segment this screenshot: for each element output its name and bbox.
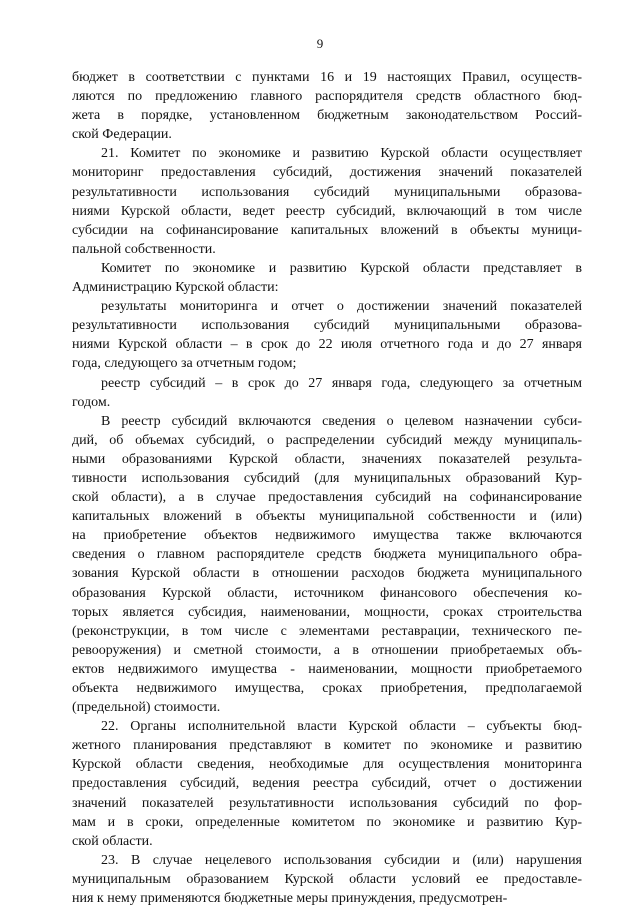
text-line: жетного планирования представляют в комитет по экономике и развитию — [72, 738, 582, 754]
text-line: мам и в сроки, определенные комитетом по экономике и развитию Кур- — [72, 814, 582, 830]
paragraph-p21 — [72, 144, 582, 259]
text-line: ектов недвижимого имущества - наименовании, мощности приобретаемого — [72, 661, 582, 677]
text-line: дий, об объемах субсидий, о распределении субсидий между муниципаль- — [72, 432, 582, 448]
text-line: ской Федерации. — [72, 127, 172, 143]
text-line: объекта недвижимого имущества, сроках приобретения, предполагаемой — [72, 681, 582, 696]
text-line: реестр субсидий – в срок до 27 января года, следующего за отчетным — [101, 375, 582, 391]
text-line: мониторинг предоставления субсидий, достижения значений показателей — [72, 165, 582, 181]
text-line: результаты мониторинга и отчет о достижении значений показателей — [101, 299, 582, 315]
text-line: ской области), а в случае предоставления субсидий на софинансирование — [72, 490, 582, 506]
text-line: ляются по предложению главного распорядителя средств областного бюд- — [72, 89, 582, 105]
document-body — [72, 68, 582, 908]
paragraph-p23 — [72, 851, 582, 908]
text-line: на приобретение объектов недвижимого имущества также включаются — [72, 528, 582, 544]
text-line: Администрацию Курской области: — [72, 280, 279, 296]
paragraph-p21-3 — [72, 297, 582, 373]
page-number: 9 — [316, 36, 324, 51]
text-line: зования Курской области в отношении расходов бюджета муниципального — [72, 566, 582, 582]
text-line: муниципальным образованием Курской области условий ее предоставле- — [72, 871, 582, 887]
paragraph-p22 — [72, 717, 582, 851]
text-line: бюджет в соответствии с пунктами 16 и 19 настоящих Правил, осуществ- — [72, 70, 582, 85]
paragraph-p21-4 — [72, 374, 582, 412]
text-line: Комитет по экономике и развитию Курской области представляет в — [101, 260, 582, 276]
text-line: ниями Курской области – в срок до 22 июля отчетного года и до 27 января — [72, 337, 582, 353]
text-line: (реконструкции, в том числе с элементами реставрации, технического пе- — [72, 623, 582, 639]
text-line: торых является субсидия, наименовании, мощности, сроках строительства — [72, 604, 582, 620]
text-line: сведения о главном распорядителе средств бюджета муниципального обра- — [72, 547, 582, 563]
text-line: субсидии на софинансирование капитальных вложений в объекты муници- — [72, 222, 582, 238]
text-line: ными образованиями Курской области, значениях показателей результа- — [72, 451, 582, 467]
text-line: 22. Органы исполнительной власти Курской области – субъекты бюд- — [101, 719, 582, 735]
text-line: тивности использования субсидий (для муниципальных образований Кур- — [72, 470, 582, 486]
text-line: 21. Комитет по экономике и развитию Курской области осуществляет — [101, 146, 582, 162]
text-line: значений показателей результативности использования субсидий по фор- — [72, 795, 582, 811]
text-line: капитальных вложений в объекты муниципальной собственности и (или) — [72, 509, 582, 525]
text-line: годом. — [72, 394, 111, 410]
text-line: результативности использования субсидий муниципальными образова- — [72, 318, 582, 334]
text-line: 23. В случае нецелевого использования субсидии и (или) нарушения — [101, 852, 582, 868]
paragraph-p21-5 — [72, 412, 582, 718]
text-line: Курской области сведения, необходимые для осуществления мониторинга — [72, 757, 582, 773]
text-line: ниями Курской области, ведет реестр субсидий, включающий в том числе — [72, 203, 582, 219]
paragraph-p-continuation — [72, 68, 582, 144]
text-line: В реестр субсидий включаются сведения о целевом назначении субси- — [101, 413, 582, 429]
paragraph-p21-2 — [72, 259, 582, 297]
text-line: образования Курской области, источником финансового обеспечения ко- — [72, 585, 582, 601]
text-line: предоставления субсидий, ведения реестра субсидий, отчет о достижении — [72, 776, 582, 792]
text-line: ния к нему применяются бюджетные меры принуждения, предусмотрен- — [72, 891, 508, 907]
text-line: ревооружения) и сметной стоимости, а в отношении приобретаемых объ- — [72, 642, 582, 658]
text-line: пальной собственности. — [72, 241, 216, 257]
text-line: (предельной) стоимости. — [72, 700, 221, 716]
text-line: жета в порядке, установленном бюджетным законодательством Россий- — [72, 108, 582, 124]
text-line: ской области. — [72, 833, 153, 849]
text-line: результативности использования субсидий муниципальными образова- — [72, 184, 582, 200]
text-line: года, следующего за отчетным годом; — [72, 356, 297, 372]
